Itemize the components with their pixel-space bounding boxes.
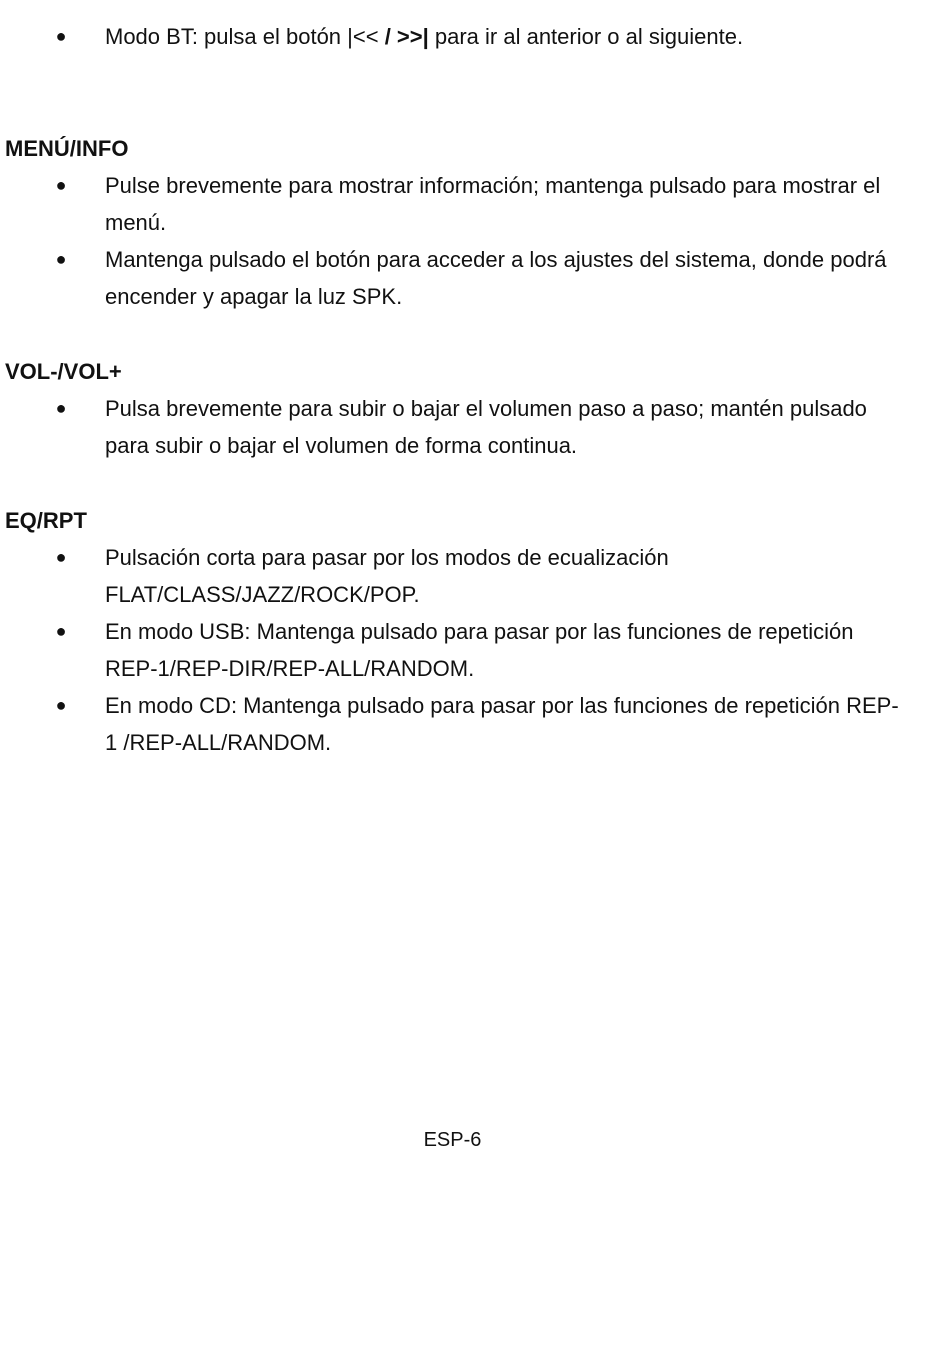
list-item-text: En modo CD: Mantenga pulsado para pasar por las funciones de repetición REP-1 /REP-ALL/RANDOM. <box>105 693 899 755</box>
page-number: ESP-6 <box>423 1129 482 1151</box>
list-item <box>55 390 905 464</box>
list-item-text: Pulsación corta para pasar por los modos de ecualización FLAT/CLASS/JAZZ/ROCK/POP. <box>105 545 669 607</box>
section-heading-vol: VOL-/VOL+ <box>5 359 122 384</box>
section-heading-menu-info: MENÚ/INFO <box>5 136 129 161</box>
bullet-icon: ● <box>55 547 67 567</box>
bullet-icon: ● <box>55 621 67 641</box>
list-item <box>55 241 905 315</box>
bt-text-suffix: para ir al anterior o al siguiente. <box>428 24 744 49</box>
list-item <box>55 539 905 613</box>
bullet-icon: ● <box>55 398 67 418</box>
list-item <box>55 613 905 687</box>
list-item-text: En modo USB: Mantenga pulsado para pasar por las funciones de repetición REP-1/REP-DIR/REP-ALL/RANDOM. <box>105 619 854 681</box>
list-item <box>55 687 905 761</box>
list-item-text: Mantenga pulsado el botón para acceder a los ajustes del sistema, donde podrá encender y apagar la luz SPK. <box>105 247 887 309</box>
list-item-text <box>105 18 905 55</box>
bullet-icon: ● <box>55 26 67 46</box>
list-item-text: Pulsa brevemente para subir o bajar el volumen paso a paso; mantén pulsado para subir o bajar el volumen de forma continua. <box>105 396 867 458</box>
bullet-icon: ● <box>55 249 67 269</box>
list-item-bt-mode <box>55 18 905 55</box>
list-item <box>55 167 905 241</box>
bullet-icon: ● <box>55 175 67 195</box>
section-heading-eq-rpt: EQ/RPT <box>5 508 87 533</box>
list-item-text: Pulse brevemente para mostrar información; mantenga pulsado para mostrar el menú. <box>105 173 881 235</box>
bt-text-prefix: Modo BT: pulsa el botón |<< <box>105 24 385 49</box>
bt-buttons-text: / >>| <box>384 24 429 49</box>
bullet-icon: ● <box>55 695 67 715</box>
